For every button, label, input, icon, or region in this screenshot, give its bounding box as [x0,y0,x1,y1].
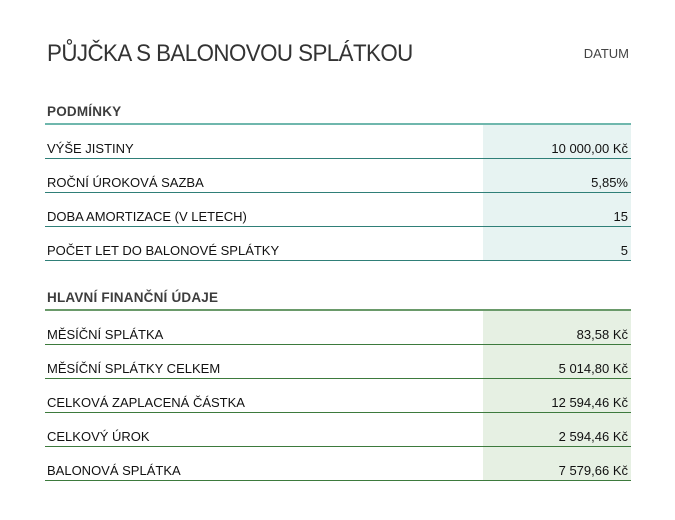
row-label: CELKOVÁ ZAPLACENÁ ČÁSTKA [47,395,245,410]
row-label: VÝŠE JISTINY [47,141,134,156]
terms-heading: PODMÍNKY [45,104,631,125]
row-label: DOBA AMORTIZACE (V LETECH) [47,209,247,224]
date-field[interactable]: DATUM [583,46,629,61]
terms-row-amortization [45,193,631,227]
row-label: ROČNÍ ÚROKOVÁ SAZBA [47,175,204,190]
page-header [47,40,629,72]
summary-row-balloon-payment [45,447,631,481]
row-label: MĚSÍČNÍ SPLÁTKY CELKEM [47,361,221,376]
summary-row-total-paid [45,379,631,413]
summary-heading: HLAVNÍ FINANČNÍ ÚDAJE [45,290,631,311]
total-monthly-value: 5 014,80 Kč [558,361,628,376]
row-label: MĚSÍČNÍ SPLÁTKA [47,327,164,342]
total-interest-value: 2 594,46 Kč [558,429,628,444]
balloon-payment-value: 7 579,66 Kč [558,463,628,478]
page-title: PŮJČKA S BALONOVOU SPLÁTKOU [47,40,413,67]
input-cell-background [483,193,631,226]
total-paid-value: 12 594,46 Kč [551,395,628,410]
terms-row-principal [45,125,631,159]
summary-section [45,290,631,481]
input-cell-background [483,227,631,260]
terms-row-interest-rate [45,159,631,193]
terms-row-balloon-years [45,227,631,261]
principal-value[interactable]: 10 000,00 Kč [551,141,628,156]
summary-row-total-monthly [45,345,631,379]
summary-row-monthly-payment [45,311,631,345]
monthly-payment-value: 83,58 Kč [576,327,628,342]
balloon-years-value[interactable]: 5 [620,243,628,258]
row-label: BALONOVÁ SPLÁTKA [47,463,181,478]
terms-section [45,104,631,261]
interest-rate-value[interactable]: 5,85% [591,175,628,190]
amortization-years-value[interactable]: 15 [613,209,628,224]
row-label: POČET LET DO BALONOVÉ SPLÁTKY [47,243,280,258]
summary-row-total-interest [45,413,631,447]
row-label: CELKOVÝ ÚROK [47,429,150,444]
